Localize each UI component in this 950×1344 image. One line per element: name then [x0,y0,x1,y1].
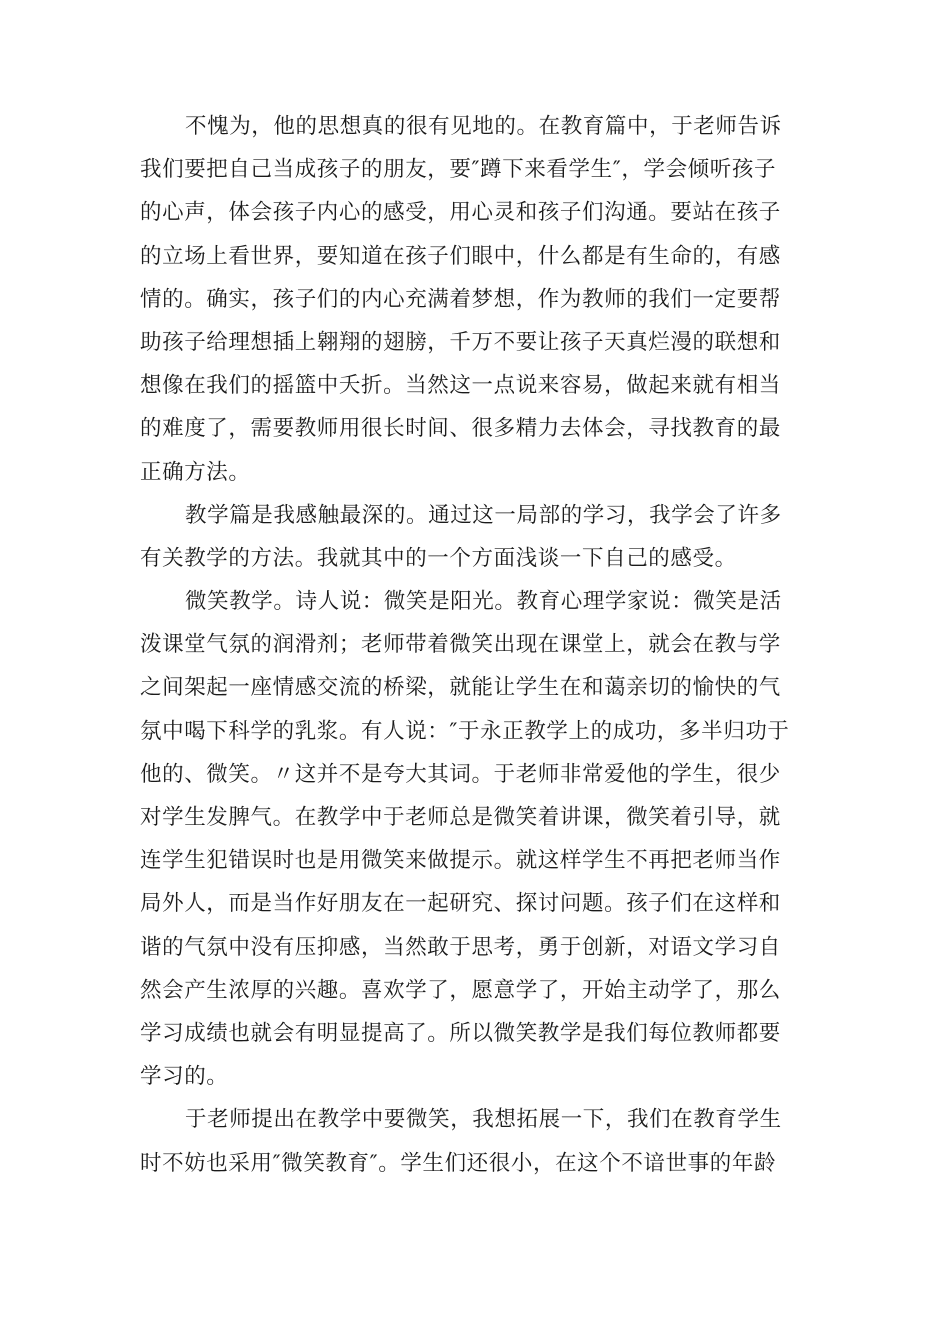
text-line: 氛中喝下科学的乳浆。有人说：″于永正教学上的成功，多半归功于 [140,718,790,744]
text-line: 正确方法。 [140,459,251,485]
paragraph-first-line: 微笑教学。诗人说：微笑是阳光。教育心理学家说：微笑是活 [185,589,782,615]
text-line: 对学生发脾气。在教学中于老师总是微笑着讲课，微笑着引导，就 [140,805,781,830]
text-line: 之间架起一座情感交流的桥梁，就能让学生在和蔼亲切的愉快的气 [140,675,781,701]
text-line: 然会产生浓厚的兴趣。喜欢学了，愿意学了，开始主动学了，那么 [140,977,781,1003]
text-line: 学习成绩也就会有明显提高了。所以微笑教学是我们每位教师都要 [140,1020,781,1046]
text-line: 局外人，而是当作好朋友在一起研究、探讨问题。孩子们在这样和 [140,891,781,917]
text-line: 有关教学的方法。我就其中的一个方面浅谈一下自己的感受。 [140,545,737,571]
text-line: 的立场上看世界，要知道在孩子们眼中，什么都是有生命的，有感 [140,243,781,269]
document-body-text [140,105,808,1185]
text-line: 连学生犯错误时也是用微笑来做提示。就这样学生不再把老师当作 [140,848,781,874]
text-line: 情的。确实，孩子们的内心充满着梦想，作为教师的我们一定要帮 [140,286,781,312]
text-line: 的心声，体会孩子内心的感受，用心灵和孩子们沟通。要站在孩子 [140,200,781,226]
text-line: 学习的。 [140,1064,229,1090]
text-line: 想像在我们的摇篮中夭折。当然这一点说来容易，做起来就有相当 [140,373,781,399]
text-line: 泼课堂气氛的润滑剂；老师带着微笑出现在课堂上，就会在教与学 [140,632,781,658]
text-line: 时不妨也采用″微笑教育″。学生们还很小，在这个不谙世事的年龄 [140,1150,777,1176]
text-line: 谐的气氛中没有压抑感，当然敢于思考，勇于创新，对语文学习自 [140,934,781,960]
text-line: 助孩子给理想插上翱翔的翅膀，千万不要让孩子天真烂漫的联想和 [140,329,781,355]
text-line: 他的、微笑。〃这并不是夸大其词。于老师非常爱他的学生，很少 [140,761,781,787]
paragraph-first-line: 于老师提出在教学中要微笑，我想拓展一下，我们在教育学生 [185,1107,782,1133]
text-line: 我们要把自己当成孩子的朋友，要″蹲下来看学生″，学会倾听孩子 [140,157,777,183]
paragraph-first-line: 教学篇是我感触最深的。通过这一局部的学习，我学会了许多 [185,502,782,528]
text-line: 的难度了，需要教师用很长时间、很多精力去体会，寻找教育的最 [140,416,781,442]
paragraph-first-line: 不愧为，他的思想真的很有见地的。在教育篇中，于老师告诉 [185,114,782,139]
